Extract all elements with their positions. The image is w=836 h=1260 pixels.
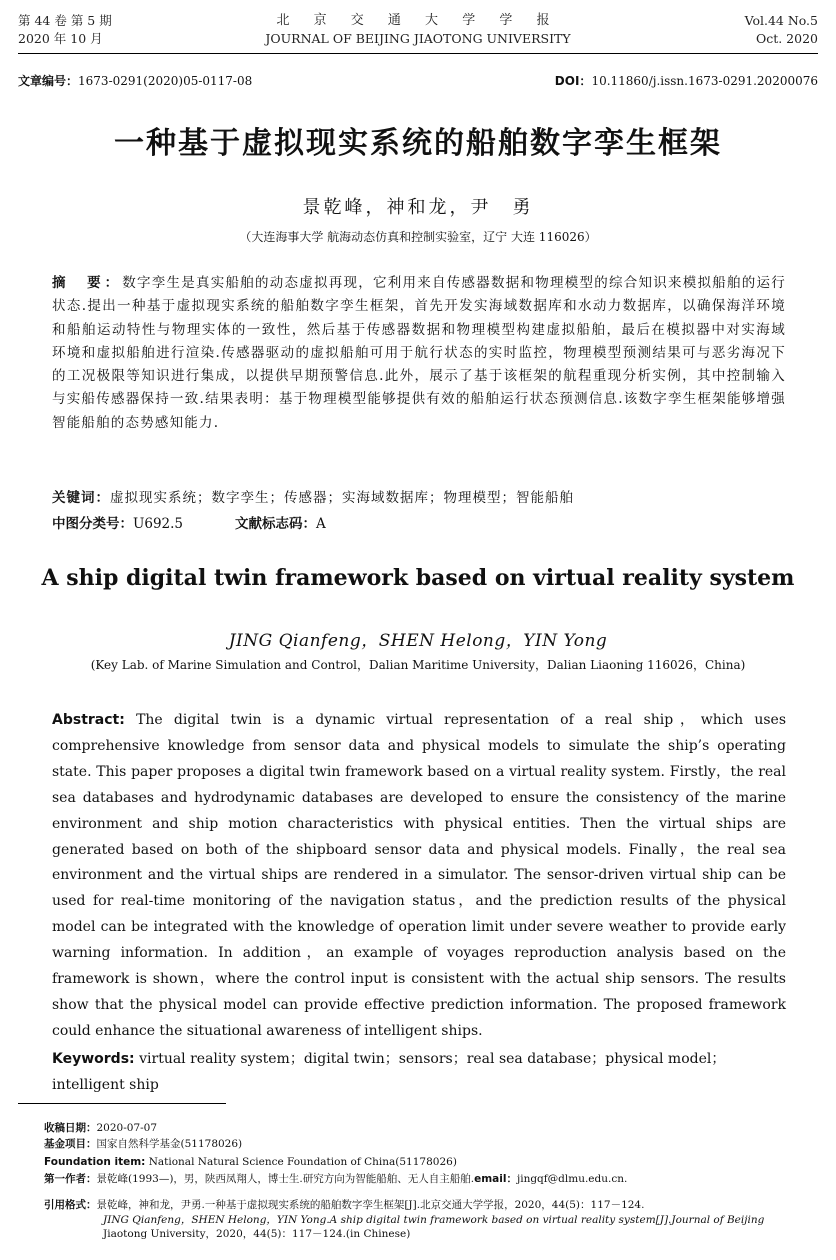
abstract-cn-text: 数字孪生是真实船舶的动态虚拟再现，它利用来自传感器数据和物理模型的综合知识来模拟船舶的运行状态.提出一种基于虚拟现实系统的船舶数字孪生框架，首先开发实海域数据库和水动力数据库，以确保海洋环境和船舶运动特性与物理实体的一致性，然后基于传感器数据和物理模型构建虚拟船舶，最后在模拟器中对实海域环境和虚拟船舶进行渲染.传感器驱动的虚拟船舶可用于航行状态的实时监控，物理模型预测结果可与恶劣海况下的工况极限等知识进行集成，以提供早期预警信息.此外，展示了基于该框架的航程重现分析实例，其中控制输入与实船传感器保持一致.结果表明：基于物理模型能够提供有效的船舶运行状态预测信息.该数字孪生框架能够增强智能船舶的态势感知能力. (52, 275, 787, 431)
first-author-value: 景乾峰(1993—)，男，陕西凤翔人，博士生.研究方向为智能船舶、无人自主船舶. (96, 1173, 475, 1185)
citation-en-line2: Jiaotong University，2020，44(5)：117－124.(in Chinese) (103, 1228, 411, 1240)
keywords-en-text: virtual reality system；digital twin；sensors；real sea database；physical model；intelligent ship (52, 1051, 726, 1093)
keywords-en-label: Keywords (52, 1051, 130, 1067)
classification-cn: 中图分类号：U692.5 文献标志码：A (52, 516, 326, 532)
email-value[interactable]: jingqf@dlmu.edu.cn. (516, 1173, 628, 1185)
doi: DOI：10.11860/j.issn.1673-0291.20200076 (554, 74, 818, 88)
first-author-label: 第一作者 (44, 1173, 86, 1185)
foundation-value: National Natural Science Foundation of China(51178026) (148, 1156, 457, 1168)
citation-cn-text: 景乾峰，神和龙，尹勇.一种基于虚拟现实系统的船舶数字孪生框架[J].北京交通大学学报，2020，44(5)：117－124. (96, 1199, 645, 1211)
abstract-cn-label: 摘 要 (52, 275, 105, 291)
foundation-item: Foundation item: National Natural Science Foundation of China(51178026) (44, 1156, 457, 1168)
clc-value: U692.5 (133, 516, 184, 532)
fund-item: 基金项目：国家自然科学基金(51178026) (44, 1138, 243, 1150)
fund-label: 基金项目 (44, 1138, 86, 1150)
article-number-label: 文章编号 (18, 74, 67, 88)
article-number: 文章编号：1673-0291(2020)05-0117-08 (18, 74, 253, 88)
received-value: 2020-07-07 (96, 1122, 158, 1134)
volume-issue: 第 44 卷 第 5 期 (18, 13, 112, 28)
citation-label: 引用格式 (44, 1199, 86, 1211)
doi-label: DOI (554, 74, 580, 88)
journal-name (0, 12, 836, 48)
email-label: email (474, 1173, 507, 1185)
first-author: 第一作者：景乾峰(1993—)，男，陕西凤翔人，博士生.研究方向为智能船舶、无人自主船舶.email：jingqf@dlmu.edu.cn. (44, 1173, 628, 1185)
journal-name-en: JOURNAL OF BEIJING JIAOTONG UNIVERSITY (265, 31, 571, 46)
keywords-cn-label: 关键词 (52, 490, 96, 506)
volume-issue-en: Vol.44 No.5 (744, 13, 818, 28)
foundation-label: Foundation item (44, 1156, 142, 1168)
title-en: A ship digital twin framework based on virtual reality system (41, 565, 795, 591)
received-label: 收稿日期 (44, 1122, 86, 1134)
doi-value[interactable]: 10.11860/j.issn.1673-0291.20200076 (591, 74, 818, 88)
affiliation-en: (Key Lab. of Marine Simulation and Control，Dalian Maritime University，Dalian Liaoning 116026，China) (90, 658, 746, 672)
received-date: 收稿日期：2020-07-07 (44, 1122, 158, 1134)
journal-name-cn: 北 京 交 通 大 学 学 报 (276, 13, 560, 28)
doc-code-value: A (316, 516, 326, 532)
fund-value: 国家自然科学基金(51178026) (96, 1138, 243, 1150)
header-rule (18, 53, 818, 54)
keywords-cn-text: 虚拟现实系统；数字孪生；传感器；实海域数据库；物理模型；智能船舶 (110, 490, 574, 506)
abstract-en: Abstract: The digital twin is a dynamic virtual representation of a real ship，which uses comprehensive knowledge from sensor data and physical models to simulate the ship’s operating state. This paper proposes a digital twin framework based on a virtual reality system. Firstly，the real sea databases and hydrodynamic databases are developed to ensure the consistency of the marine environment and ship motion characteristics with physical entities. Then the virtual ships are generated based on both of the shipboard sensor data and physical models. Finally，the real sea environment and the virtual ships are rendered in a simulator. The sensor-driven virtual ship can be used for real-time monitoring of the navigation status，and the prediction results of the physical model can be integrated with the knowledge of operation limit under severe weather to provide early warning information. In addition，an example of voyages reproduction analysis based on the framework is shown，where the control input is consistent with the actual ship sensors. The results show that the physical model can provide effective prediction information. The proposed framework could enhance the situational awareness of intelligent ships. (52, 712, 786, 1039)
citation-cn: 引用格式：景乾峰，神和龙，尹勇.一种基于虚拟现实系统的船舶数字孪生框架[J].北京交通大学学报，2020，44(5)：117－124. (44, 1199, 645, 1211)
authors-cn: 景乾峰，神和龙，尹 勇 (302, 197, 534, 218)
issue-date: 2020 年 10 月 (18, 31, 103, 46)
journal-volume-info-en (745, 12, 818, 48)
keywords-cn: 关键词：虚拟现实系统；数字孪生；传感器；实海域数据库；物理模型；智能船舶 (52, 490, 574, 506)
abstract-en-text: The digital twin is a dynamic virtual representation of a real ship，which uses comprehensive knowledge from sensor data and physical models to simulate the ship’s operating state. This paper proposes a digital twin framework based on a virtual reality system. Firstly，the real sea databases and hydrodynamic databases are developed to ensure the consistency of the marine environment and ship motion characteristics with physical entities. Then the virtual ships are generated based on both of the shipboard sensor data and physical models. Finally，the real sea environment and the virtual ships are rendered in a simulator. The sensor-driven virtual ship can be used for real-time monitoring of the navigation status，and the prediction results of the physical model can be integrated with the knowledge of operation limit under severe weather to provide early warning information. In addition，an example of voyages reproduction analysis based on the framework is shown，where the control input is consistent with the actual ship sensors. The results show that the physical model can provide effective prediction information. The proposed framework could enhance the situational awareness of intelligent ships. (52, 712, 786, 1039)
clc-label: 中图分类号 (52, 516, 120, 532)
footnote-rule (18, 1103, 226, 1104)
keywords-en: Keywords: virtual reality system；digital twin；sensors；real sea database；physical model；intelligent ship (52, 1051, 726, 1093)
title-cn: 一种基于虚拟现实系统的船舶数字孪生框架 (114, 126, 722, 161)
affiliation-cn: （大连海事大学 航海动态仿真和控制实验室，辽宁 大连 116026） (239, 230, 597, 244)
abstract-cn: 摘 要：数字孪生是真实船舶的动态虚拟再现，它利用来自传感器数据和物理模型的综合知识来模拟船舶的运行状态.提出一种基于虚拟现实系统的船舶数字孪生框架，首先开发实海域数据库和水动力数据库，以确保海洋环境和船舶运动特性与物理实体的一致性，然后基于传感器数据和物理模型构建虚拟船舶，最后在模拟器中对实海域环境和虚拟船舶进行渲染.传感器驱动的虚拟船舶可用于航行状态的实时监控，物理模型预测结果可与恶劣海况下的工况极限等知识进行集成，以提供早期预警信息.此外，展示了基于该框架的航程重现分析实例，其中控制输入与实船传感器保持一致.结果表明：基于物理模型能够提供有效的船舶运行状态预测信息.该数字孪生框架能够增强智能船舶的态势感知能力. (52, 275, 787, 431)
doc-code-label: 文献标志码 (235, 516, 303, 532)
authors-en: JING Qianfeng，SHEN Helong，YIN Yong (228, 631, 608, 651)
abstract-en-label: Abstract (52, 712, 120, 728)
issue-date-en: Oct. 2020 (755, 31, 818, 46)
article-number-value: 1673-0291(2020)05-0117-08 (78, 74, 253, 88)
citation-en-line1: JING Qianfeng，SHEN Helong，YIN Yong.A ship digital twin framework based on virtual reality system[J].Journal of Beijing (103, 1214, 765, 1226)
